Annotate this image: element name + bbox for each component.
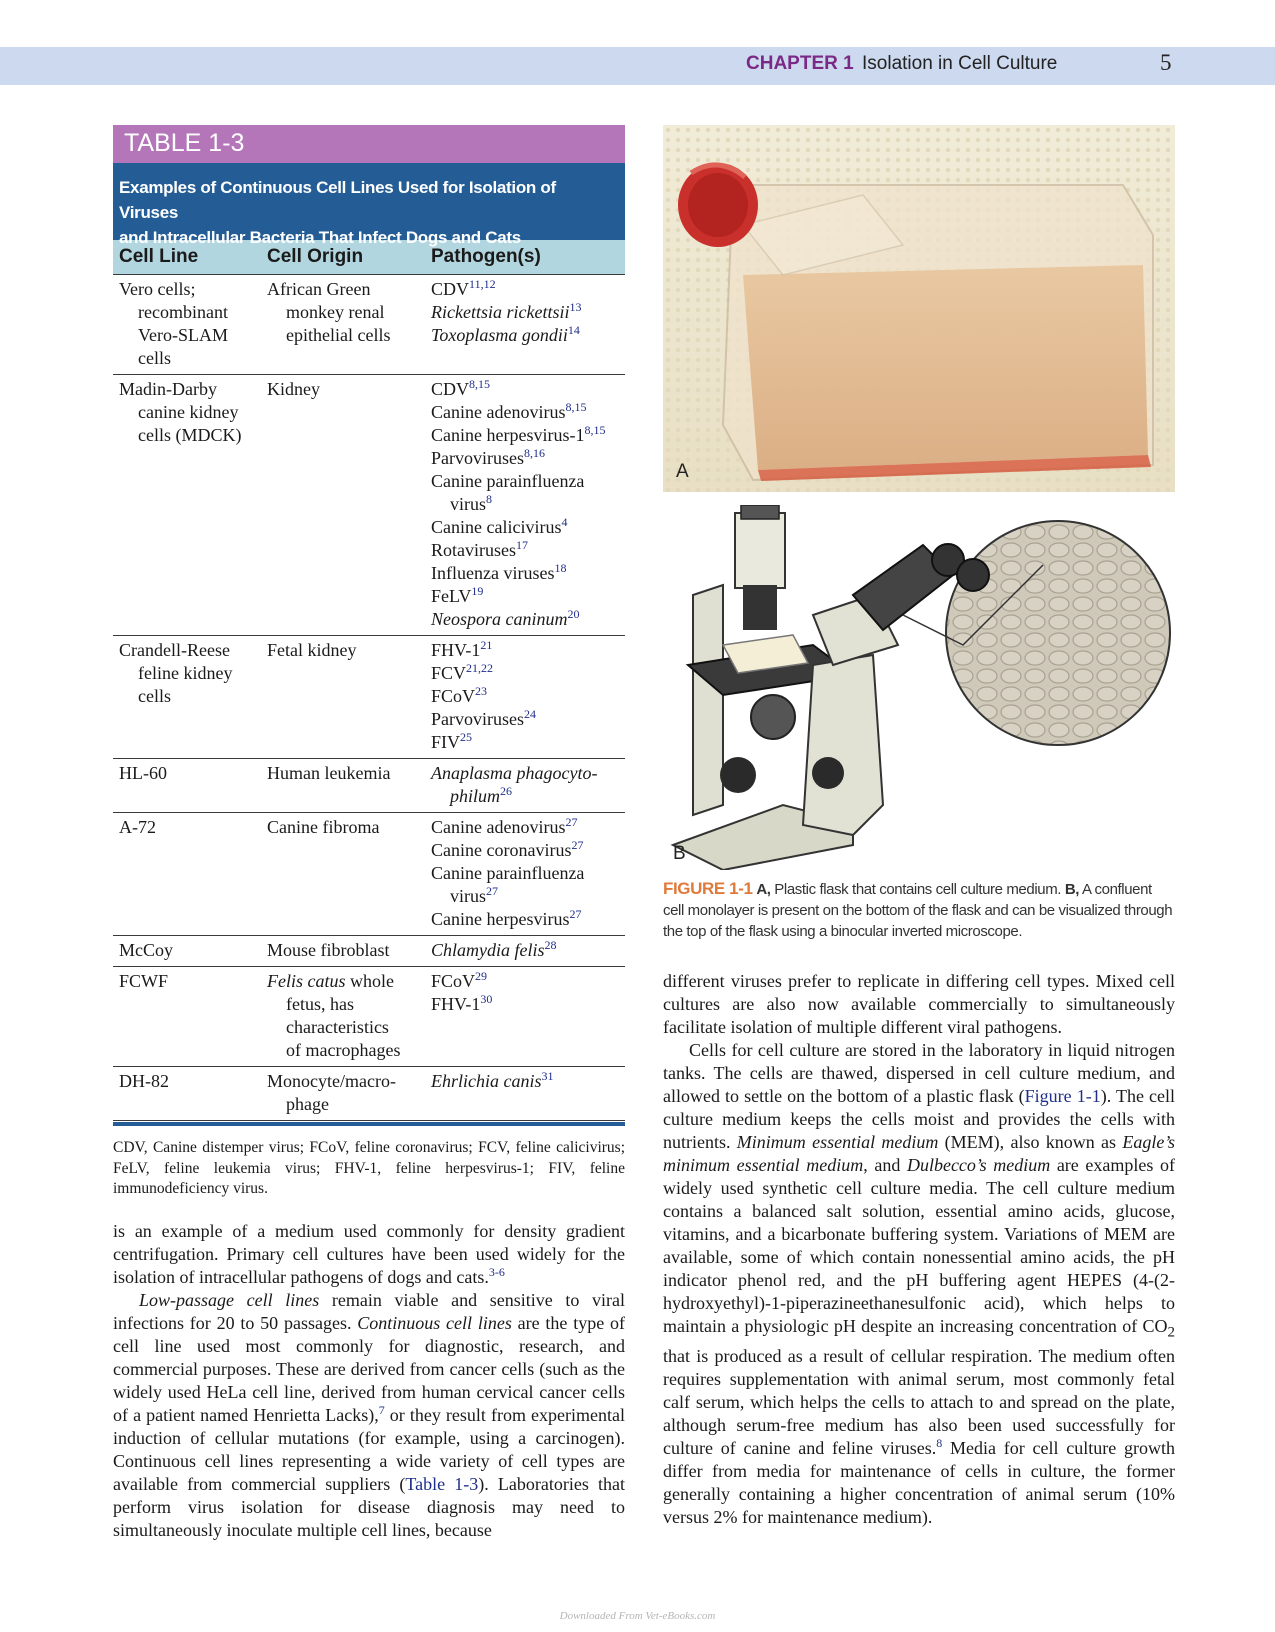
table-title-line-2: and Intracellular Bacteria That Infect Dogs and Cats: [119, 228, 521, 247]
pathogens-cell: [425, 378, 625, 631]
right-p2-text-b: ). The cell culture medium keeps the cells moist and provides the cells with nutrients.: [663, 1086, 1175, 1152]
table-title-line-1: Examples of Continuous Cell Lines Used for Isolation of Viruses: [119, 178, 556, 222]
cell-line-text: FCWF: [119, 971, 169, 991]
right-p2-text-g: Media for cell culture growth differ from media for maintenance of cells in culture, the former generally containing a higher concentration of animal serum (10% versus 2% for maintenance medium).: [663, 1437, 1175, 1527]
reference: 26: [500, 784, 513, 798]
term-mem: Minimum essential medium: [736, 1132, 939, 1152]
pathogen-entry: [431, 939, 625, 962]
figure-caption: [663, 878, 1175, 942]
left-paragraph-2: [113, 1289, 625, 1542]
pathogen-name: virus: [450, 494, 486, 514]
reference: 13: [569, 300, 582, 314]
pathogen-name: Canine adenovirus: [431, 402, 566, 422]
cell-origin-text: characteristics: [286, 1017, 389, 1037]
cell-origin-cell: [261, 278, 425, 370]
figure-link[interactable]: Figure 1-1: [1024, 1086, 1101, 1106]
pathogen-entry: [431, 816, 625, 839]
pathogen-entry: [431, 839, 625, 862]
pathogen-name: Influenza viruses: [431, 563, 555, 583]
table-row: [113, 936, 625, 967]
right-paragraph-2: [663, 1039, 1175, 1529]
pathogen-entry: [431, 639, 625, 662]
table-row: [113, 636, 625, 759]
pathogens-cell: [425, 278, 625, 370]
pathogen-name: Anaplasma phagocyto-: [431, 763, 598, 783]
reference: 4: [561, 515, 568, 529]
left-p2-text-c: or they result from experimental induction of cellular mutations (for example, using a carcinogen). Continuous cell lines representing a wide variety of cell types are available from commercial suppliers (: [113, 1405, 625, 1494]
pathogen-name: FHV-1: [431, 640, 481, 660]
cell-origin-cell: [261, 762, 425, 808]
table-header-row: [113, 240, 625, 275]
pathogen-name: Rotaviruses: [431, 540, 516, 560]
cell-origin-text: phage: [286, 1094, 329, 1114]
microscope-illustration: [663, 505, 1175, 870]
pathogens-cell: [425, 1070, 625, 1116]
pathogen-entry: [431, 278, 625, 301]
pathogen-entry: [431, 908, 625, 931]
pathogen-name: FCoV: [431, 686, 476, 706]
pathogens-cell: [425, 639, 625, 754]
table-row: [113, 1067, 625, 1121]
right-column-text: [663, 970, 1175, 1529]
pathogen-entry: [431, 708, 625, 731]
flask-illustration: [663, 125, 1175, 492]
cell-origin-cell: [261, 378, 425, 631]
pathogen-name: Canine adenovirus: [431, 817, 566, 837]
page-number: 5: [1160, 50, 1172, 75]
reference: 8,16: [524, 446, 545, 460]
cell-origin-text: African Green: [267, 279, 371, 299]
cell-line-cell: [113, 278, 261, 370]
table-number: TABLE 1-3: [113, 125, 625, 163]
chapter-label: CHAPTER 1: [746, 53, 854, 74]
pathogen-entry: [431, 539, 625, 562]
pathogen-name: Canine herpesvirus: [431, 909, 570, 929]
pathogen-entry: [431, 885, 625, 908]
reference: 24: [524, 707, 536, 721]
left-column-text: [113, 1220, 625, 1542]
pathogen-name: FeLV: [431, 586, 472, 606]
pathogen-name: FIV: [431, 732, 461, 752]
table-row: [113, 813, 625, 936]
reference: 27: [565, 815, 578, 829]
cell-origin-text: of macrophages: [286, 1040, 401, 1060]
pathogen-entry: [431, 585, 625, 608]
pathogen-entry: [431, 662, 625, 685]
pathogen-entry: [431, 608, 625, 631]
pathogen-name: FCV: [431, 663, 467, 683]
cell-line-text: Madin-Darby: [119, 379, 217, 399]
caption-b-text: A confluent cell monolayer is present on the bottom of the flask and can be visualized through the top of the flask using a binocular inverted microscope.: [663, 881, 1173, 940]
footer-watermark: Downloaded From Vet-eBooks.com: [559, 1610, 716, 1622]
term-low-passage: Low-passage cell lines: [139, 1290, 320, 1310]
cell-line-text: Crandell-Reese: [119, 640, 230, 660]
caption-a-text: Plastic flask that contains cell culture medium.: [774, 881, 1062, 898]
cell-line-cell: [113, 1070, 261, 1116]
reference: 8: [486, 492, 492, 506]
cell-line-cell: [113, 970, 261, 1062]
pathogen-name: CDV: [431, 279, 470, 299]
right-p2-text-a: Cells for cell culture are stored in the laboratory in liquid nitrogen tanks. The cells are thawed, dispersed in cell culture medium, and allowed to settle on the bottom of a plastic flask (: [663, 1040, 1175, 1106]
cell-origin-text: fetus, has: [286, 994, 354, 1014]
left-paragraph-1: [113, 1220, 625, 1289]
cell-line-cell: [113, 762, 261, 808]
table-footnote: CDV, Canine distemper virus; FCoV, feline coronavirus; FCV, feline calicivirus; FeLV, feline leukemia virus; FHV-1, feline herpesvirus-1; FIV, feline immunodeficiency virus.: [113, 1139, 625, 1197]
pathogen-entry: [431, 324, 625, 347]
caption-a-key: A,: [756, 881, 771, 898]
cell-origin-text: Human leukemia: [267, 763, 391, 783]
cell-line-text: feline kidney: [138, 663, 233, 683]
reference: 29: [475, 969, 488, 983]
cell-line-cell: [113, 939, 261, 962]
pathogen-name: FHV-1: [431, 994, 481, 1014]
pathogen-entry: [431, 447, 625, 470]
pathogen-entry: [431, 562, 625, 585]
table-row: [113, 375, 625, 636]
pathogen-name: CDV: [431, 379, 470, 399]
pathogen-name: Canine herpesvirus-1: [431, 425, 585, 445]
pathogens-cell: [425, 762, 625, 808]
cell-origin-text: Kidney: [267, 379, 320, 399]
cell-origin-cell: [261, 816, 425, 931]
pathogens-cell: [425, 816, 625, 931]
column-header-cell-line: Cell Line: [119, 246, 199, 267]
reference: 28: [544, 938, 557, 952]
reference: 21: [480, 638, 493, 652]
pathogen-name: Canine coronavirus: [431, 840, 572, 860]
cell-line-text: HL-60: [119, 763, 167, 783]
reference: 8,15: [565, 400, 587, 414]
header-band: [0, 47, 1275, 85]
pathogen-name: Canine parainfluenza: [431, 863, 585, 883]
pathogen-name: FCoV: [431, 971, 476, 991]
reference: 18: [554, 561, 567, 575]
pathogen-name: philum: [450, 786, 501, 806]
left-p1-text: is an example of a medium used commonly for density gradient centrifugation. Primary cell cultures have been used widely for the isolation of intracellular pathogens of dogs and cats.: [113, 1221, 625, 1287]
cell-line-text: cells: [138, 686, 171, 706]
cell-origin-cell: [261, 1070, 425, 1116]
pathogen-entry: [431, 424, 625, 447]
table-1-3: [113, 125, 625, 1200]
reference: 30: [480, 992, 493, 1006]
species-name: Felis catus: [267, 971, 346, 991]
table-row: [113, 759, 625, 813]
figure-number: FIGURE 1-1: [663, 879, 753, 898]
pathogens-cell: [425, 970, 625, 1062]
pathogen-entry: [431, 685, 625, 708]
pathogen-entry: [431, 493, 625, 516]
pathogen-entry: [431, 378, 625, 401]
reference: 19: [471, 584, 484, 598]
cell-origin-cell: [261, 939, 425, 962]
cell-origin-text: Monocyte/macro-: [267, 1071, 396, 1091]
pathogen-entry: [431, 401, 625, 424]
cell-origin-cell: [261, 970, 425, 1062]
cell-line-text: cells: [138, 348, 171, 368]
subscript: 2: [1167, 1324, 1175, 1341]
cell-origin-text: Mouse fibroblast: [267, 940, 390, 960]
cell-line-text: A-72: [119, 817, 156, 837]
reference: 27: [569, 907, 582, 921]
reference: 8: [936, 1435, 943, 1450]
cell-origin-text: epithelial cells: [286, 325, 391, 345]
reference: 27: [486, 884, 498, 898]
pathogen-entry: [431, 301, 625, 324]
term-dulbecco: Dulbecco’s medium: [906, 1155, 1051, 1175]
right-p2-text-e: are examples of widely used synthetic cell culture media. The cell culture medium contains a balanced salt solution, essential amino acids, glucose, vitamins, and a bicarbonate buffering system. Variations of MEM are available, some of which contain nonessential amino acids, the pH indicator phenol red, and the pH buffering agent HEPES (4-(2-hydroxyethyl)-1-piperazineethanesulfonic acid), which helps to maintain a physiologic pH despite an increasing concentration of CO: [663, 1155, 1175, 1336]
reference: 3-6: [488, 1265, 505, 1279]
caption-b-key: B,: [1064, 881, 1080, 898]
table-title: [113, 163, 625, 247]
pathogen-entry: [431, 470, 625, 493]
reference: 31: [541, 1069, 554, 1083]
pathogen-name: Neospora caninum: [431, 609, 568, 629]
figure-label-a: A: [676, 461, 689, 482]
right-p2-text-c: (MEM), also known as: [938, 1132, 1123, 1152]
pathogen-entry: [431, 762, 625, 785]
reference: 23: [475, 684, 488, 698]
cell-line-text: canine kidney: [138, 402, 239, 422]
term-continuous: Continuous cell lines: [357, 1313, 512, 1333]
figure-label-b: B: [673, 843, 686, 864]
cell-origin-text: Canine fibroma: [267, 817, 380, 837]
pathogen-name: Parvoviruses: [431, 709, 524, 729]
cell-line-text: Vero cells;: [119, 279, 196, 299]
cell-line-text: Vero-SLAM: [138, 325, 228, 345]
cell-origin-text: monkey renal: [286, 302, 385, 322]
reference: 14: [567, 323, 580, 337]
reference: 21,22: [466, 661, 494, 675]
left-p2-text-d: ). Laboratories that perform virus isolation for disease diagnosis may need to simultaneously inoculate multiple cell lines, because: [113, 1474, 625, 1540]
table-link[interactable]: Table 1-3: [405, 1474, 479, 1494]
pathogen-name: Chlamydia felis: [431, 940, 545, 960]
pathogen-name: Ehrlichia canis: [431, 1071, 542, 1091]
cell-line-text: McCoy: [119, 940, 173, 960]
cell-line-text: cells (MDCK): [138, 425, 242, 445]
pathogen-name: Parvoviruses: [431, 448, 524, 468]
pathogen-entry: [431, 785, 625, 808]
left-p2-text-a: remain viable and sensitive to viral infections for 20 to 50 passages.: [113, 1290, 625, 1333]
pathogen-entry: [431, 731, 625, 754]
pathogen-name: virus: [450, 886, 486, 906]
pathogen-entry: [431, 993, 625, 1016]
right-p2-text-d: , and: [863, 1155, 907, 1175]
pathogen-name: Canine calicivirus: [431, 517, 562, 537]
right-p2-text-f: that is produced as a result of cellular respiration. The medium often requires supplementation with animal serum, most commonly fetal calf serum, which helps the cells to attach to and spread on the plate, although serum-free medium has also been used successfully for culture of canine and feline viruses.: [663, 1345, 1175, 1458]
right-paragraph-1: different viruses prefer to replicate in differing cell types. Mixed cell cultures are also now available commercially to simultaneously facilitate isolation of multiple different viral pathogens.: [663, 971, 1175, 1037]
table-body: [113, 275, 625, 1121]
cell-origin-text: Felis catus whole: [267, 971, 394, 991]
reference: 25: [460, 730, 473, 744]
pathogen-entry: [431, 862, 625, 885]
term-eagle: Eagle’s minimum essential medium: [663, 1132, 1176, 1175]
pathogen-entry: [431, 516, 625, 539]
reference: 27: [571, 838, 584, 852]
cell-line-cell: [113, 378, 261, 631]
figure-b-microscope-illustration: [663, 505, 1175, 870]
cell-line-text: DH-82: [119, 1071, 169, 1091]
cell-line-cell: [113, 639, 261, 754]
table-row: [113, 275, 625, 375]
table-row: [113, 967, 625, 1067]
reference: 11,12: [469, 277, 496, 291]
reference: 17: [516, 538, 528, 552]
pathogen-name: Toxoplasma gondii: [431, 325, 568, 345]
column-header-pathogens: Pathogen(s): [431, 246, 541, 267]
reference: 7: [378, 1403, 385, 1417]
pathogen-name: Rickettsia rickettsii: [431, 302, 570, 322]
reference: 8,15: [584, 423, 606, 437]
cell-origin-text: Fetal kidney: [267, 640, 357, 660]
cell-line-cell: [113, 816, 261, 931]
pathogen-entry: [431, 1070, 625, 1093]
reference: 8,15: [469, 377, 491, 391]
pathogen-name: Canine parainfluenza: [431, 471, 585, 491]
left-p2-text-b: are the type of cell line used most commonly for diagnostic, research, and commercial purposes. These are derived from cancer cells (such as the widely used HeLa cell line, derived from human cervical cancer cells of a patient named Henrietta Lacks),: [113, 1313, 625, 1425]
cell-line-text: recombinant: [138, 302, 228, 322]
reference: 20: [567, 607, 580, 621]
column-header-cell-origin: Cell Origin: [267, 246, 364, 267]
pathogens-cell: [425, 939, 625, 962]
chapter-title: Isolation in Cell Culture: [862, 53, 1058, 74]
table-end-rule: [113, 1122, 625, 1126]
pathogen-entry: [431, 970, 625, 993]
cell-origin-cell: [261, 639, 425, 754]
figure-a-flask-photo: [663, 125, 1175, 492]
